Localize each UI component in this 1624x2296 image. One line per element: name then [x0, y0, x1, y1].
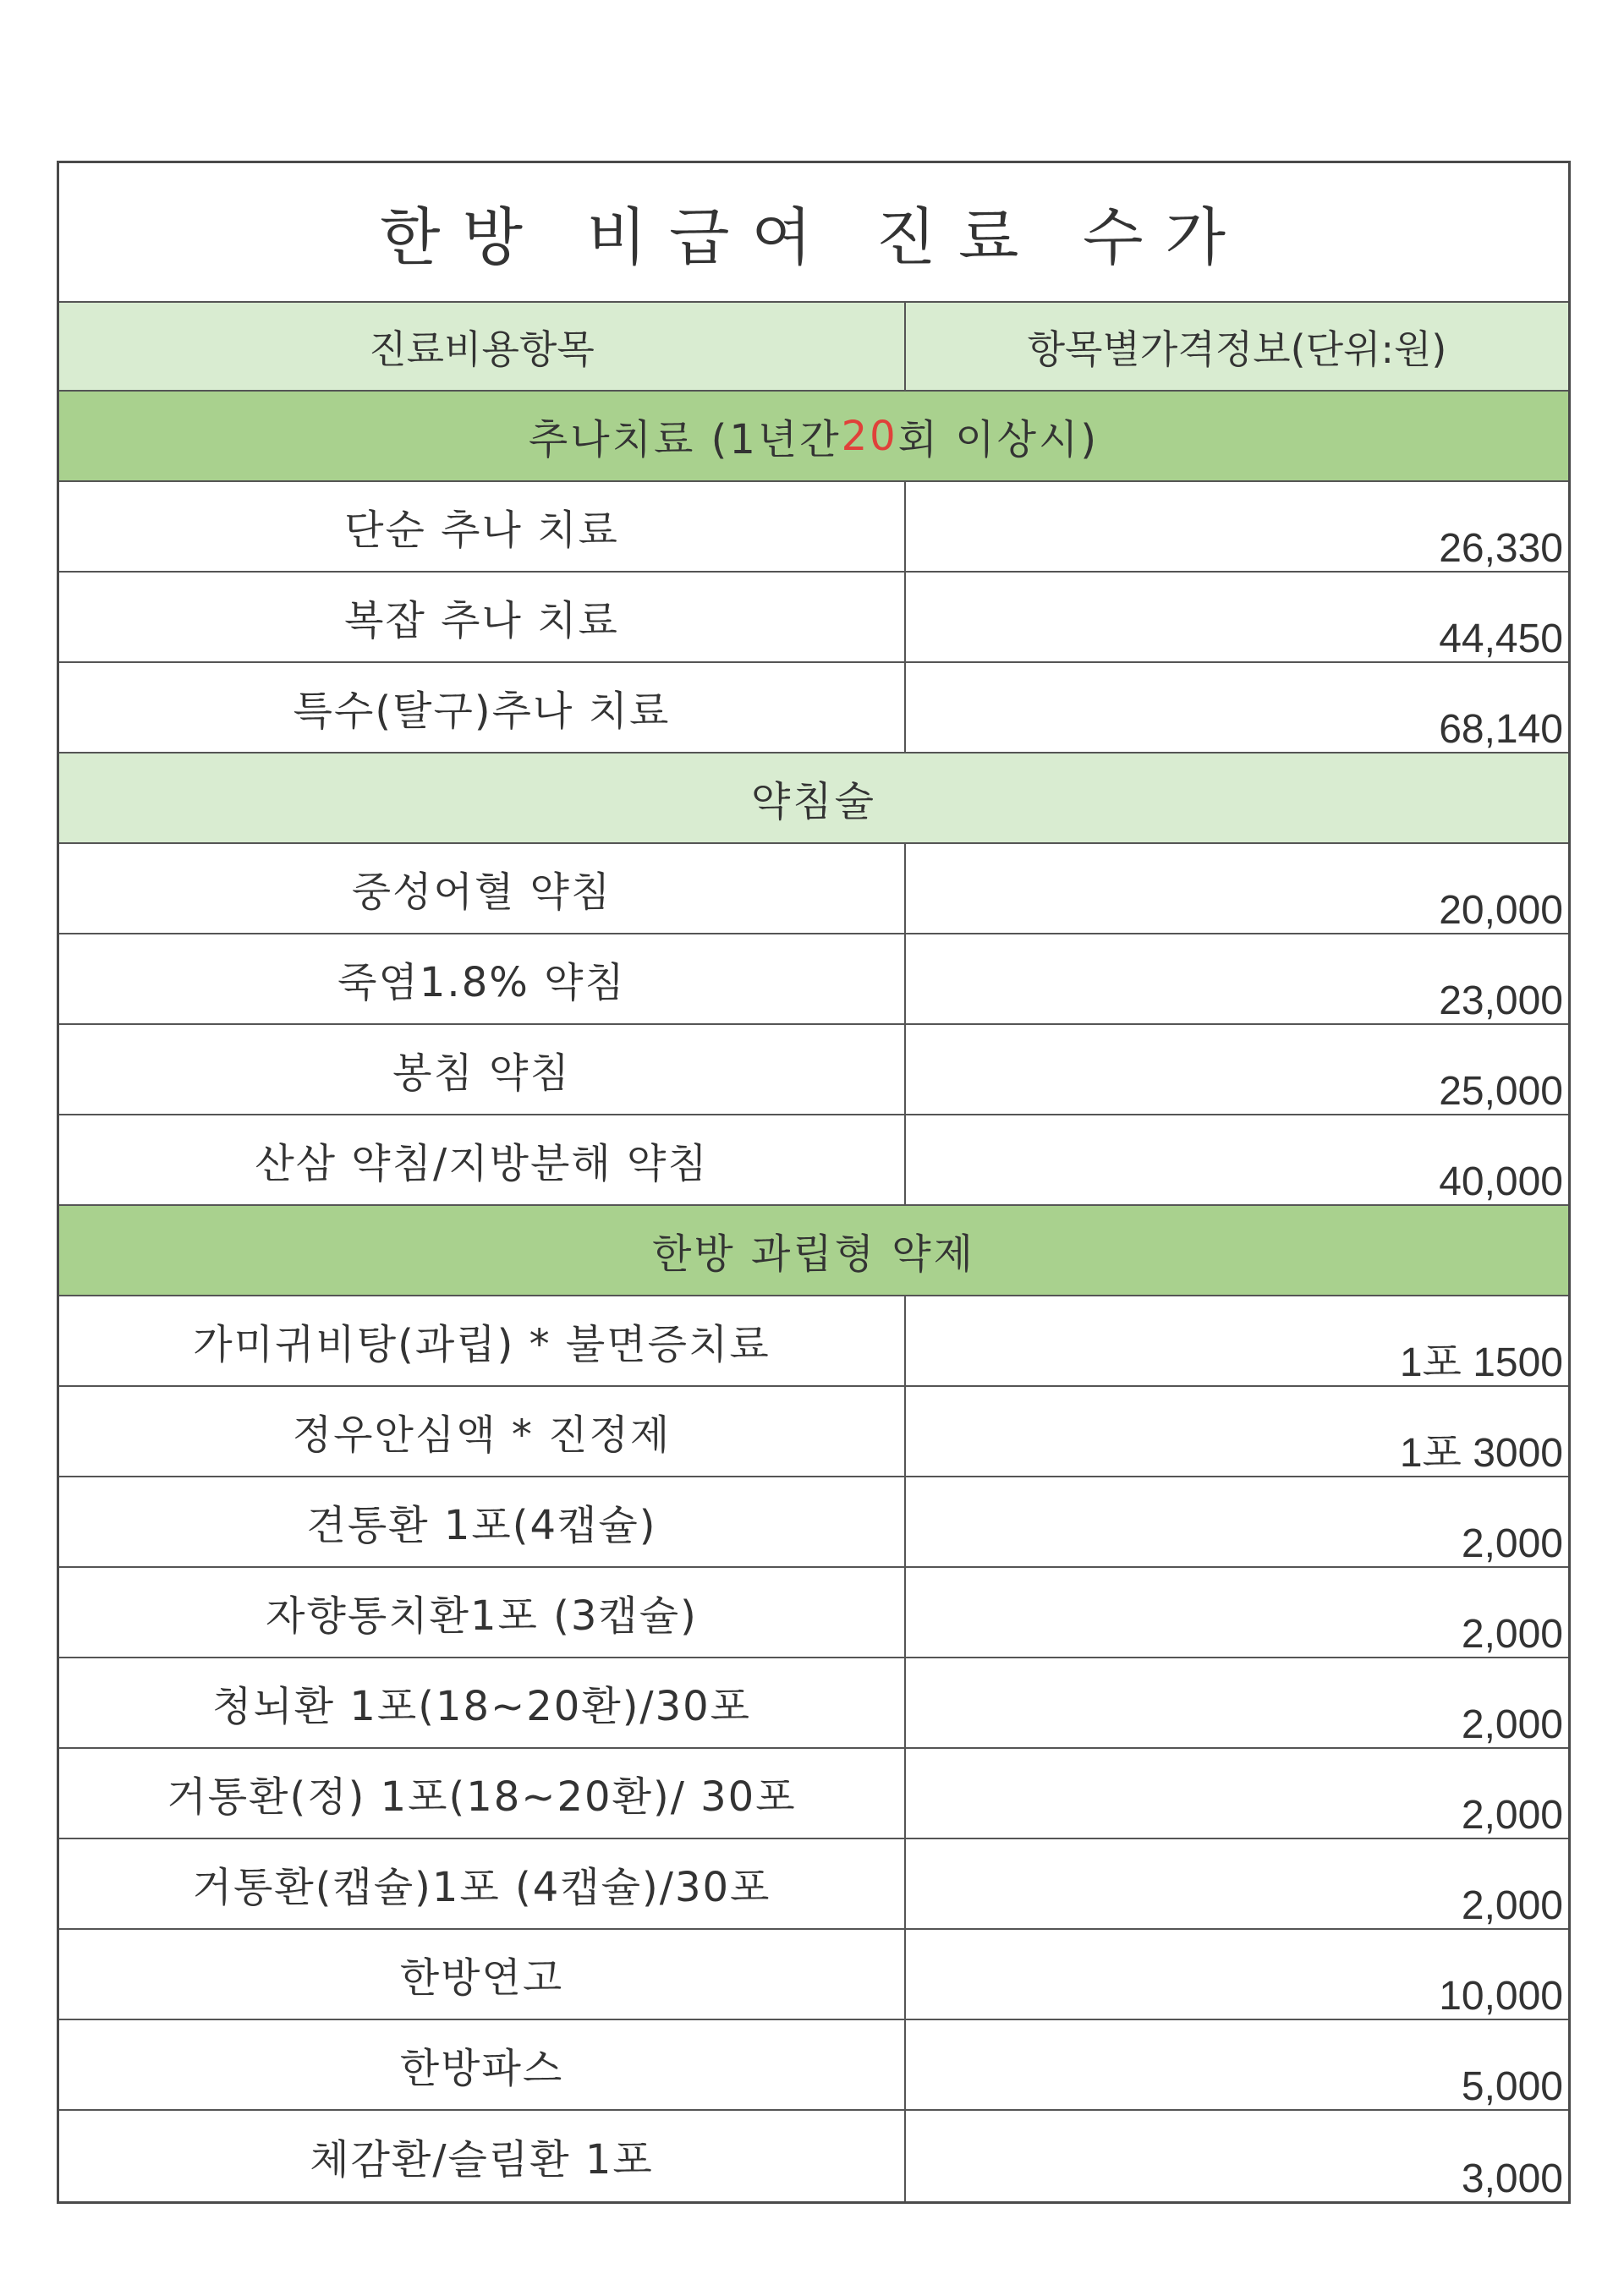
item-name: 중성어혈 약침 [59, 844, 906, 933]
item-name: 한방연고 [59, 1930, 906, 2019]
table-header [59, 303, 1568, 392]
item-price: 2,000 [1461, 1702, 1563, 1747]
item-price: 26,330 [1439, 526, 1563, 571]
item-price-cell [906, 844, 1568, 933]
item-price: 5,000 [1461, 2064, 1563, 2109]
table-row [59, 1839, 1568, 1930]
item-name: 산삼 약침/지방분해 약침 [59, 1115, 906, 1204]
item-price-cell [906, 1839, 1568, 1928]
table-row [59, 1477, 1568, 1568]
item-price-cell [906, 1477, 1568, 1566]
item-price-cell [906, 1568, 1568, 1657]
item-price: 2,000 [1461, 1521, 1563, 1566]
item-name: 청뇌환 1포(18~20환)/30포 [59, 1658, 906, 1747]
item-price-cell [906, 482, 1568, 571]
item-price: 23,000 [1439, 978, 1563, 1023]
item-price-cell [906, 1658, 1568, 1747]
item-name: 거통환(정) 1포(18~20환)/ 30포 [59, 1749, 906, 1838]
item-name: 자향통치환1포 (3캡슐) [59, 1568, 906, 1657]
table-row [59, 573, 1568, 663]
section-title-text: 추나치료 (1년간 [528, 416, 842, 463]
item-name: 거통환(캡슐)1포 (4캡슐)/30포 [59, 1839, 906, 1928]
table-row [59, 2111, 1568, 2201]
item-price: 3,000 [1461, 2156, 1563, 2201]
table-row [59, 1930, 1568, 2020]
table-row [59, 1025, 1568, 1115]
item-price-cell [906, 1749, 1568, 1838]
item-price-cell [906, 1296, 1568, 1385]
table-row [59, 1115, 1568, 1206]
item-price-cell [906, 1025, 1568, 1114]
page-title-row [59, 163, 1568, 303]
section-title-accent: 20 [841, 412, 898, 460]
table-row [59, 934, 1568, 1025]
item-price: 44,450 [1439, 616, 1563, 661]
table-row [59, 1296, 1568, 1387]
table-row [59, 844, 1568, 934]
item-price-cell [906, 573, 1568, 661]
item-price-cell [906, 934, 1568, 1023]
item-price-cell [906, 663, 1568, 752]
header-price-column: 항목별가격정보(단위:원) [1027, 326, 1447, 372]
item-price: 40,000 [1439, 1159, 1563, 1204]
table-row [59, 663, 1568, 753]
item-price: 20,000 [1439, 888, 1563, 933]
item-name: 봉침 약침 [59, 1025, 906, 1114]
item-name: 견통환 1포(4캡슐) [59, 1477, 906, 1566]
item-name: 복잡 추나 치료 [59, 573, 906, 661]
item-price-cell [906, 2020, 1568, 2109]
item-price: 10,000 [1439, 1974, 1563, 2019]
item-price: 2,000 [1461, 1883, 1563, 1928]
fee-table [57, 161, 1571, 2204]
page-title: 한방 비급여 진료 수가 [380, 200, 1248, 274]
item-name: 가미귀비탕(과립) * 불면증치료 [59, 1296, 906, 1385]
item-price: 1포 1500 [1399, 1340, 1563, 1385]
item-name: 한방파스 [59, 2020, 906, 2109]
item-price: 1포 3000 [1399, 1431, 1563, 1476]
item-name: 특수(탈구)추나 치료 [59, 663, 906, 752]
table-row [59, 1658, 1568, 1749]
item-price: 2,000 [1461, 1612, 1563, 1657]
table-row [59, 1387, 1568, 1477]
section-header [59, 1206, 1568, 1296]
item-price: 2,000 [1461, 1793, 1563, 1838]
section-header [59, 753, 1568, 844]
section-title-text: 회 이상시) [897, 416, 1100, 463]
table-row [59, 1568, 1568, 1658]
item-price-cell [906, 2111, 1568, 2201]
item-name: 죽염1.8% 약침 [59, 934, 906, 1023]
item-price-cell [906, 1387, 1568, 1476]
item-name: 체감환/슬림환 1포 [59, 2111, 906, 2201]
section-title-text: 약침술 [750, 778, 877, 825]
item-price: 25,000 [1439, 1069, 1563, 1114]
item-name: 단순 추나 치료 [59, 482, 906, 571]
item-price-cell [906, 1115, 1568, 1204]
section-title-text: 한방 과립형 약제 [651, 1230, 976, 1278]
item-name: 정우안심액 * 진정제 [59, 1387, 906, 1476]
item-price-cell [906, 1930, 1568, 2019]
table-row [59, 482, 1568, 573]
item-price: 68,140 [1439, 707, 1563, 752]
table-body [59, 392, 1568, 2201]
table-row [59, 1749, 1568, 1839]
header-item-column: 진료비용항목 [59, 303, 906, 390]
table-row [59, 2020, 1568, 2111]
section-header [59, 392, 1568, 482]
